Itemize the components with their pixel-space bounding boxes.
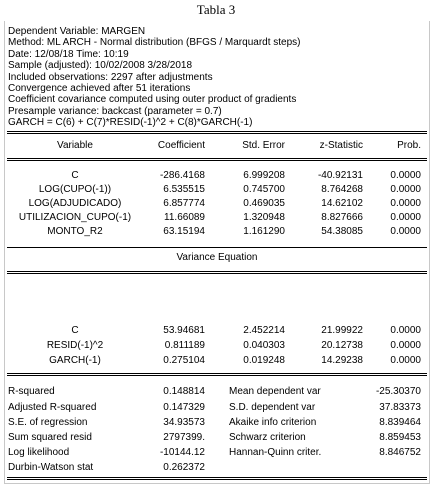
stat-value: 2797399. — [163, 432, 205, 443]
stat-label: Sum squared resid — [8, 432, 92, 443]
stat-value: 34.93573 — [163, 417, 205, 428]
z-statistic-value: 21.99922 — [321, 325, 363, 336]
rule — [7, 273, 427, 274]
std-error-value: 2.452214 — [243, 325, 285, 336]
std-error-value: 0.019248 — [243, 355, 285, 366]
coefficient-value: 6.535515 — [163, 184, 205, 195]
z-statistic-value: 8.764268 — [321, 184, 363, 195]
variable-name: C — [71, 170, 79, 181]
stat-value: -10144.12 — [159, 447, 205, 458]
prob-value: 0.0000 — [390, 184, 421, 195]
header-line: Dependent Variable: MARGEN — [8, 26, 146, 37]
stat-label: R-squared — [8, 386, 55, 397]
z-statistic-value: 54.38085 — [321, 226, 363, 237]
std-error-value: 1.320948 — [243, 212, 285, 223]
rule — [7, 158, 427, 159]
coefficient-value: 6.857774 — [163, 198, 205, 209]
stat-label: Durbin-Watson stat — [8, 462, 94, 473]
std-error-value: 1.161290 — [243, 226, 285, 237]
stat-label: Schwarz criterion — [229, 432, 306, 443]
variable-name: C — [71, 325, 79, 336]
variable-name: UTILIZACION_CUPO(-1) — [18, 212, 132, 223]
stat-label: S.E. of regression — [8, 417, 88, 428]
variable-name: LOG(CUPO(-1)) — [38, 184, 112, 195]
variable-name: MONTO_R2 — [47, 226, 103, 237]
header-line: Included observations: 2297 after adjustments — [8, 71, 213, 83]
header-line: Convergence achieved after 51 iterations — [8, 83, 191, 95]
std-error-value: 0.040303 — [243, 340, 285, 351]
stat-value: 8.859453 — [379, 432, 421, 443]
col-header-coefficient: Coefficient — [157, 140, 205, 151]
z-statistic-value: 14.29238 — [321, 355, 363, 366]
header-line: Date: 12/08/18 Time: 10:19 — [8, 48, 129, 60]
header-line: Method: ML ARCH - Normal distribution (BFGS / Marquardt steps) — [8, 37, 301, 49]
rule — [7, 247, 427, 248]
header-line: Presample variance: backcast (parameter = 0.7) — [8, 105, 222, 117]
coefficient-value: 0.811189 — [164, 340, 205, 351]
prob-value: 0.0000 — [390, 198, 421, 209]
rule — [7, 271, 427, 272]
header-line: Sample (adjusted): 10/02/2008 3/28/2018 — [8, 60, 193, 72]
prob-value: 0.0000 — [390, 212, 421, 223]
stat-label: Log likelihood — [8, 447, 70, 458]
stat-value: 8.846752 — [379, 447, 421, 458]
variance-equation-title: Variance Equation — [176, 252, 258, 263]
stat-value: 8.839464 — [379, 417, 421, 428]
col-header-prob: Prob. — [397, 140, 421, 151]
stat-label: S.D. dependent var — [229, 402, 316, 413]
col-header-z-statistic: z-Statistic — [319, 140, 363, 151]
header-line: GARCH = C(6) + C(7)*RESID(-1)^2 + C(8)*GARCH(-1) — [8, 117, 253, 129]
col-header-std-error: Std. Error — [242, 140, 285, 151]
z-statistic-value: 20.12738 — [321, 340, 363, 351]
coefficient-value: 63.15194 — [163, 226, 205, 237]
rule — [7, 373, 427, 374]
rule — [7, 477, 427, 478]
rule — [7, 479, 427, 480]
std-error-value: 0.745700 — [243, 184, 285, 195]
z-statistic-value: -40.92131 — [317, 170, 363, 181]
coefficient-value: 11.66089 — [164, 212, 205, 223]
rule — [7, 160, 427, 161]
prob-value: 0.0000 — [390, 325, 421, 336]
rule — [7, 133, 427, 134]
stat-value: 0.262372 — [163, 462, 205, 473]
coefficient-value: 53.94681 — [163, 325, 205, 336]
stat-label: Adjusted R-squared — [8, 402, 97, 413]
header-line: Coefficient covariance computed using outer product of gradients — [8, 94, 297, 106]
stat-value: -25.30370 — [375, 386, 421, 397]
prob-value: 0.0000 — [390, 340, 421, 351]
coefficient-value: -286.4168 — [159, 170, 205, 181]
coefficient-value: 0.275104 — [163, 355, 205, 366]
stat-value: 0.148814 — [163, 386, 205, 397]
prob-value: 0.0000 — [390, 226, 421, 237]
col-header-variable: Variable — [57, 140, 93, 151]
eviews-output-panel — [4, 21, 430, 484]
rule — [7, 375, 427, 376]
z-statistic-value: 14.62102 — [321, 198, 363, 209]
stat-value: 37.83373 — [379, 402, 421, 413]
stat-label: Akaike info criterion — [229, 417, 317, 428]
prob-value: 0.0000 — [390, 170, 421, 181]
rule — [7, 131, 427, 132]
table-caption: Tabla 3 — [196, 2, 236, 17]
stat-value: 0.147329 — [163, 402, 205, 413]
estimation-header — [8, 26, 301, 129]
std-error-value: 6.999208 — [243, 170, 285, 181]
std-error-value: 0.469035 — [243, 198, 285, 209]
variable-name: GARCH(-1) — [49, 355, 101, 366]
stat-label: Hannan-Quinn criter. — [229, 447, 322, 458]
variable-name: RESID(-1)^2 — [46, 340, 104, 351]
stat-label: Mean dependent var — [229, 386, 321, 397]
variable-name: LOG(ADJUDICADO) — [28, 198, 122, 209]
z-statistic-value: 8.827666 — [321, 212, 363, 223]
prob-value: 0.0000 — [390, 355, 421, 366]
